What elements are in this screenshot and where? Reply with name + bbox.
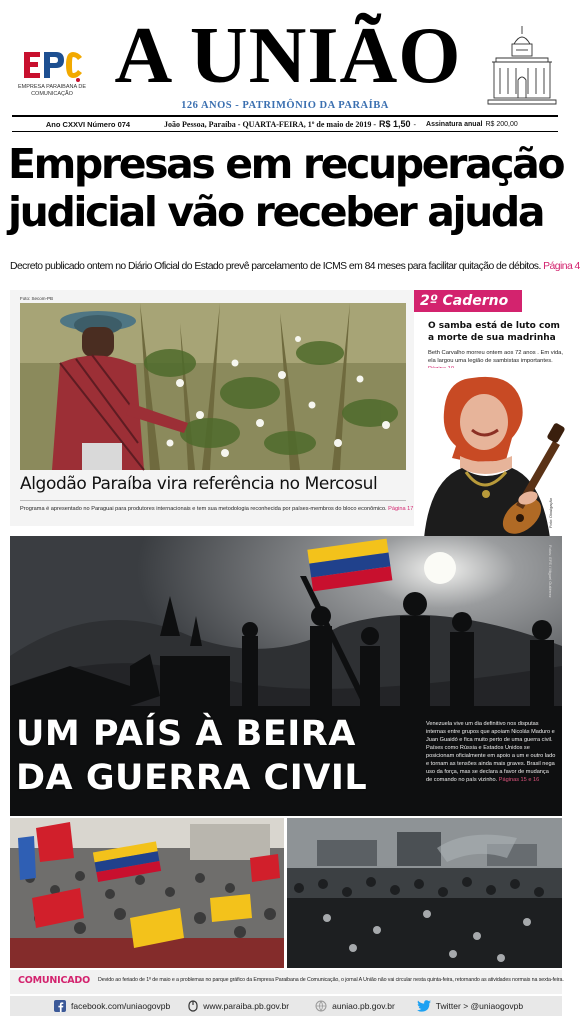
main-headline-line2: judicial vão receber ajuda: [8, 188, 544, 236]
caderno-text-body: Beth Carvalho morreu ontem aos 72 anos . Em vida, ela largou uma legião de sambistas importantes.: [428, 350, 564, 364]
venezuela-text: [426, 720, 556, 784]
masthead-tagline: 126 ANOS - PATRIMÔNIO DA PARAÍBA: [181, 100, 389, 111]
singer-photo[interactable]: [416, 368, 564, 538]
footer-email-text: auniao.pb.gov.br: [332, 1001, 395, 1011]
main-headline-line1: Empresas em recuperação: [8, 140, 564, 188]
issue-price: R$ 1,50: [378, 119, 411, 129]
issue-line: [12, 117, 558, 131]
venezuela-headline-line1: UM PAÍS À BEIRA: [16, 714, 356, 754]
singer-photo-credit: Foto: Divulgação: [548, 498, 553, 529]
venezuela-page-ref[interactable]: Páginas 15 e 16: [498, 777, 540, 783]
twitter-bird-icon: [417, 1000, 431, 1012]
footer-facebook-link[interactable]: [54, 1000, 170, 1012]
masthead-title: A UNIÃO: [114, 12, 462, 100]
mouse-icon: [188, 1000, 198, 1012]
footer-site-link[interactable]: [188, 1000, 289, 1012]
cotton-deck: [20, 506, 414, 512]
venezuela-headline-line2: DA GUERRA CIVIL: [16, 758, 368, 798]
logo-subtitle: EMPRESA PARAIBANA DE COMUNICAÇÃO: [17, 84, 87, 97]
main-headline[interactable]: [8, 140, 568, 236]
footer-bar: [10, 996, 562, 1016]
main-page-ref[interactable]: Página 4: [543, 261, 580, 272]
cotton-farmer-photo[interactable]: [20, 303, 406, 470]
globe-icon: [315, 1000, 327, 1012]
main-deck: [10, 261, 580, 272]
issue-date: João Pessoa, Paraíba - QUARTA-FEIRA, 1º de maio de 2019 -: [164, 119, 376, 129]
venezuela-text-body: Venezuela vive um dia definitivo nos disputas internas entre grupos que apoiam Nicolás Maduro e Juan Guaidó e fica muito perto de uma guerra civil. Países como Rússia e Estados Unidos se posicionam oficialmente em apoio a um e outro lado e tornam as tensões ainda mais graves. Brasil nega uso da força, mas se declara a favor de mudança de comando no país vizinho.: [426, 721, 556, 783]
cotton-divider: [20, 500, 406, 501]
venezuela-headline[interactable]: [16, 712, 426, 800]
issue-separator: -: [413, 119, 417, 129]
venezuela-photo-credit: Fotos: EFE / Miguel Gutiérrez: [548, 545, 553, 598]
footer-email-link[interactable]: [315, 1000, 395, 1012]
crowd-flags-photo[interactable]: [10, 818, 284, 968]
footer-twitter-text: Twitter > @uniaogovpb: [435, 1001, 524, 1011]
caderno-headline[interactable]: O samba está de luto com a morte de sua madrinha: [428, 321, 560, 343]
footer-site-text: www.paraiba.pb.gov.br: [203, 1001, 290, 1011]
comunicado-text: Devido ao feriado de 1º de maio e a problemas no parque gráfico da Empresa Paraibana de Comunicação, o jornal A União não vai circular nesta quinta-feira, retornando as atividades normais na sexta-feira.: [98, 977, 564, 983]
cotton-photo-credit: Foto: Secom-PB: [20, 296, 54, 301]
epc-logo: [18, 46, 88, 84]
footer-facebook-text: facebook.com/uniaogovpb: [71, 1001, 171, 1011]
caderno-label[interactable]: 2º Caderno: [414, 290, 522, 312]
facebook-icon: [54, 1000, 66, 1012]
cotton-headline[interactable]: Algodão Paraíba vira referência no Mercosul: [20, 474, 378, 494]
crowd-clash-photo[interactable]: [287, 818, 562, 968]
cotton-page-ref[interactable]: Página 17: [388, 506, 414, 512]
issue-number: Ano CXXVI Número 074: [45, 119, 131, 129]
subscription-label: Assinatura anual: [426, 120, 483, 128]
comunicado-label: COMUNICADO: [18, 975, 90, 986]
main-deck-text: Decreto publicado ontem no Diário Oficial do Estado prevê parcelamento de ICMS em 84 meses para facilitar quitação de débitos.: [10, 261, 541, 272]
footer-twitter-link[interactable]: [417, 1000, 523, 1012]
building-icon: [486, 22, 558, 106]
cotton-deck-text: Programa é apresentado no Paraguai para produtores internacionais e tem sua metodologia reconhecida por países-membros do bloco econômico.: [20, 506, 387, 512]
subscription-value: R$ 200,00: [485, 120, 518, 128]
masthead-rule-bottom: [12, 131, 558, 132]
